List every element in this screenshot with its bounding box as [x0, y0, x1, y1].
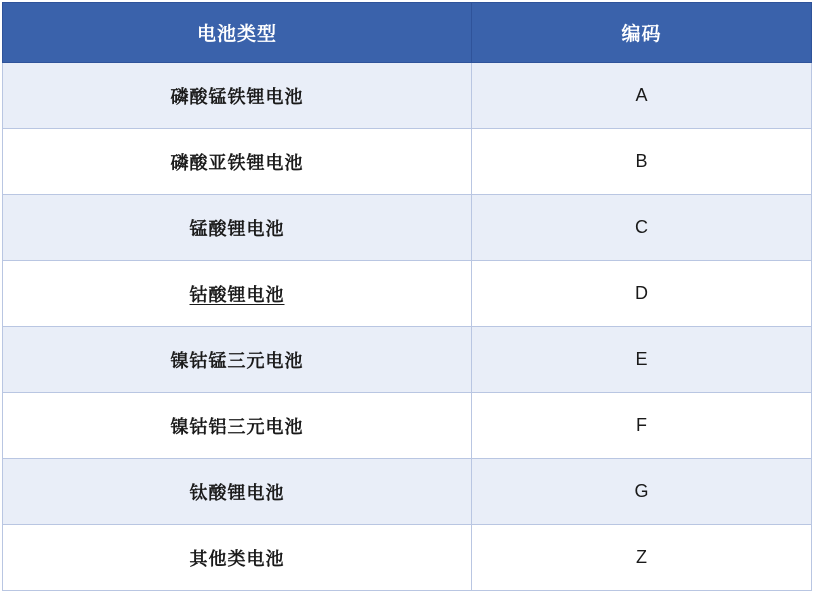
table-row [3, 525, 812, 591]
cell-code: D [472, 261, 812, 327]
cell-code: E [472, 327, 812, 393]
battery-code-table-container [0, 2, 815, 580]
cell-battery-type: 锰酸锂电池 [3, 195, 472, 261]
cell-code: Z [472, 525, 812, 591]
cell-battery-type-text: 钴酸锂电池 [189, 284, 285, 305]
table-row [3, 129, 812, 195]
table-row [3, 327, 812, 393]
table-row [3, 63, 812, 129]
table-body [3, 63, 812, 591]
table-header [3, 3, 812, 63]
column-header-battery-type: 电池类型 [3, 3, 472, 63]
cell-battery-type: 磷酸锰铁锂电池 [3, 63, 472, 129]
cell-code: F [472, 393, 812, 459]
cell-code: B [472, 129, 812, 195]
cell-code: A [472, 63, 812, 129]
cell-battery-type [3, 261, 472, 327]
cell-battery-type: 镍钴铝三元电池 [3, 393, 472, 459]
table-row [3, 195, 812, 261]
cell-code: C [472, 195, 812, 261]
cell-battery-type: 镍钴锰三元电池 [3, 327, 472, 393]
table-header-row [3, 3, 812, 63]
cell-battery-type: 磷酸亚铁锂电池 [3, 129, 472, 195]
table-row [3, 393, 812, 459]
cell-battery-type: 钛酸锂电池 [3, 459, 472, 525]
column-header-code: 编码 [472, 3, 812, 63]
cell-code: G [472, 459, 812, 525]
table-row [3, 459, 812, 525]
battery-code-table [2, 2, 812, 591]
table-row [3, 261, 812, 327]
cell-battery-type: 其他类电池 [3, 525, 472, 591]
